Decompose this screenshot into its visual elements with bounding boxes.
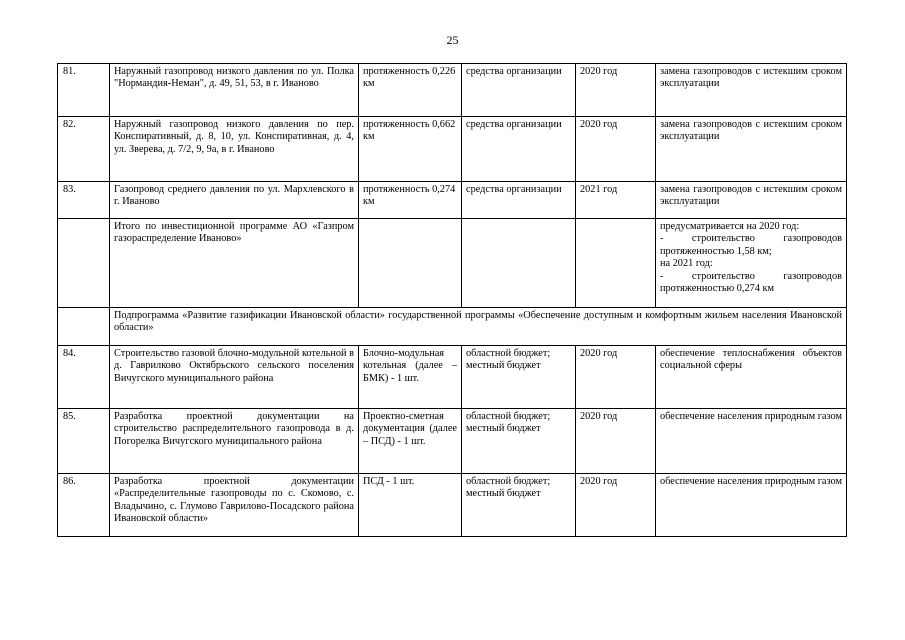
capacity-cell: протяженность 0,226 км — [359, 64, 462, 117]
row-number: 82. — [58, 117, 110, 182]
empty-cell — [58, 219, 110, 308]
object-cell: Строительство газовой блочно-модульной котельной в д. Гаврилково Октябрьского сельского поселения Вичугского муниципального района — [110, 346, 359, 409]
table-row — [58, 409, 847, 474]
summary-line: - строительство газопроводов протяженностью 0,274 км — [660, 270, 842, 295]
year-cell: 2021 год — [576, 182, 656, 219]
year-cell: 2020 год — [576, 346, 656, 409]
empty-cell — [576, 219, 656, 308]
table-row — [58, 474, 847, 537]
page-number: 25 — [446, 33, 459, 47]
capacity-cell: ПСД - 1 шт. — [359, 474, 462, 537]
year-cell: 2020 год — [576, 117, 656, 182]
row-number: 84. — [58, 346, 110, 409]
empty-cell — [462, 219, 576, 308]
empty-cell — [359, 219, 462, 308]
purpose-cell: замена газопроводов с истекшим сроком эксплуатации — [656, 182, 847, 219]
purpose-cell: обеспечение населения природным газом — [656, 409, 847, 474]
total-row — [58, 219, 847, 308]
program-table — [57, 63, 847, 537]
object-cell: Разработка проектной документации на строительство распределительного газопровода в д. Погорелка Вичугского муниципального района — [110, 409, 359, 474]
year-cell: 2020 год — [576, 474, 656, 537]
funding-cell: средства организации — [462, 117, 576, 182]
table-row — [58, 64, 847, 117]
capacity-cell: протяженность 0,662 км — [359, 117, 462, 182]
empty-cell — [58, 308, 110, 346]
purpose-cell: обеспечение населения природным газом — [656, 474, 847, 537]
summary-line: на 2021 год: — [660, 258, 713, 270]
table-row — [58, 182, 847, 219]
purpose-cell: замена газопроводов с истекшим сроком эксплуатации — [656, 117, 847, 182]
year-cell: 2020 год — [576, 64, 656, 117]
object-cell: Наружный газопровод низкого давления по ул. Полка "Нормандия-Неман", д. 49, 51, 53, в г. Иваново — [110, 64, 359, 117]
capacity-cell: протяженность 0,274 км — [359, 182, 462, 219]
funding-cell: областной бюджет; местный бюджет — [462, 474, 576, 537]
table-row — [58, 117, 847, 182]
funding-cell: средства организации — [462, 182, 576, 219]
capacity-cell: Блочно-модульная котельная (далее – БМК) - 1 шт. — [359, 346, 462, 409]
total-label: Итого по инвестиционной программе АО «Газпром газораспределение Иваново» — [110, 219, 359, 308]
year-cell: 2020 год — [576, 409, 656, 474]
funding-cell: средства организации — [462, 64, 576, 117]
row-number: 86. — [58, 474, 110, 537]
table-row — [58, 346, 847, 409]
purpose-cell: замена газопроводов с истекшим сроком эксплуатации — [656, 64, 847, 117]
object-cell: Газопровод среднего давления по ул. Мархлевского в г. Иваново — [110, 182, 359, 219]
row-number: 81. — [58, 64, 110, 117]
funding-cell: областной бюджет; местный бюджет — [462, 409, 576, 474]
summary-line: - строительство газопроводов протяженностью 1,58 км; — [660, 233, 842, 257]
row-number: 83. — [58, 182, 110, 219]
row-number: 85. — [58, 409, 110, 474]
purpose-cell: обеспечение теплоснабжения объектов социальной сферы — [656, 346, 847, 409]
subprogram-row — [58, 308, 847, 346]
summary-line: предусматривается на 2020 год: — [660, 221, 800, 232]
funding-cell: областной бюджет; местный бюджет — [462, 346, 576, 409]
subprogram-title: Подпрограмма «Развитие газификации Ивановской области» государственной программы «Обеспечение доступным и комфортным жильем населения Ивановской области» — [110, 308, 847, 346]
capacity-cell: Проектно-сметная документация (далее – ПСД) - 1 шт. — [359, 409, 462, 474]
total-summary — [656, 219, 847, 308]
object-cell: Разработка проектной документации «Распределительные газопроводы по с. Скомово, с. Владычино, с. Глумово Гаврилово-Посадского района Ивановской области» — [110, 474, 359, 537]
object-cell: Наружный газопровод низкого давления по пер. Конспиративный, д. 8, 10, ул. Конспиративная, д. 4, ул. Зверева, д. 7/2, 9, 9а, в г. Иваново — [110, 117, 359, 182]
